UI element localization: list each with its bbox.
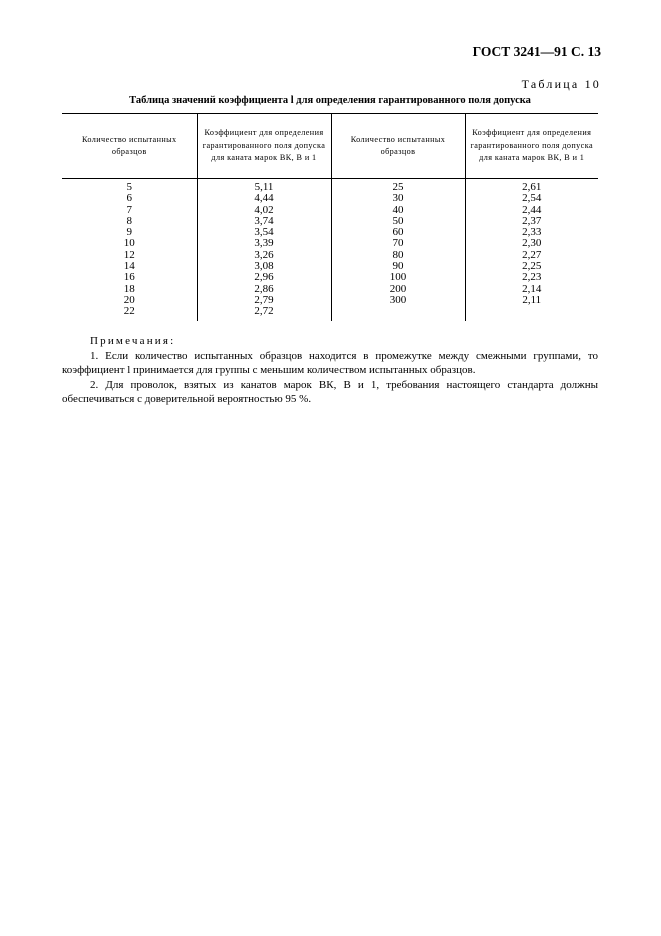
table-cell: 5 [126, 181, 132, 193]
table-cell [465, 306, 598, 320]
table-cell: 2,79 [197, 295, 331, 306]
table-cell: 18 [123, 282, 135, 295]
table-cell: 100 [331, 272, 465, 283]
table-cell: 25 [331, 179, 465, 194]
column-header: Количество испытанных образцов [331, 114, 465, 179]
table-row [62, 261, 598, 272]
table-cell: 200 [331, 284, 465, 295]
table-row [62, 205, 598, 216]
table-row [62, 295, 598, 306]
table-cell: 2,44 [465, 205, 598, 216]
column-header: Коэффициент для определения гарантированного поля допуска для каната марок ВК, В и 1 [465, 114, 598, 179]
table-cell: 50 [331, 216, 465, 227]
table-cell: 2,30 [465, 238, 598, 249]
table-row [62, 284, 598, 295]
table-cell: 10 [123, 237, 135, 250]
table-cell: 3,74 [197, 216, 331, 227]
table-row [62, 179, 598, 194]
table-row [62, 306, 598, 320]
table-row [62, 227, 598, 238]
table-cell: 2,33 [465, 227, 598, 238]
table-cell: 60 [331, 227, 465, 238]
note-item: 1. Если количество испытанных образцов находится в промежутке между смежными группами, то коэффициент l принимается для группы с меньшим количеством испытанных образцов. [62, 349, 598, 376]
table-cell: 20 [123, 293, 135, 306]
table-cell: 5,11 [197, 179, 331, 194]
column-header: Коэффициент для определения гарантированного поля допуска для каната марок ВК, В и 1 [197, 114, 331, 179]
table-cell: 16 [123, 271, 135, 284]
table-cell: 4,02 [197, 205, 331, 216]
coefficient-table [62, 113, 598, 321]
table-cell: 2,54 [465, 193, 598, 204]
table-body [62, 179, 598, 321]
note-item: 2. Для проволок, взятых из канатов марок ВК, В и 1, требования настоящего стандарта должны обеспечиваться с доверительной вероятностью 95 %. [62, 378, 598, 405]
table-cell: 3,26 [197, 250, 331, 261]
table-cell: 22 [123, 305, 135, 318]
table-cell: 90 [331, 261, 465, 272]
table-cell: 7 [126, 203, 132, 216]
table-cell: 2,27 [465, 250, 598, 261]
page-header: ГОСТ 3241—91 С. 13 [472, 44, 601, 59]
notes-heading: Примечания: [90, 335, 176, 347]
table-cell: 4,44 [197, 193, 331, 204]
table-cell: 2,25 [465, 261, 598, 272]
table-cell: 3,08 [197, 261, 331, 272]
table-row [62, 238, 598, 249]
table-cell [331, 306, 465, 320]
table-cell: 12 [123, 248, 135, 261]
table-header-row [62, 114, 598, 179]
table-cell: 3,54 [197, 227, 331, 238]
table-cell: 70 [331, 238, 465, 249]
table-cell: 2,14 [465, 284, 598, 295]
table-cell: 3,39 [197, 238, 331, 249]
table-cell: 2,11 [465, 295, 598, 306]
notes-section [62, 334, 598, 407]
table-cell: 9 [126, 226, 132, 239]
table-row [62, 193, 598, 204]
table-cell: 40 [331, 205, 465, 216]
table-cell: 6 [126, 192, 132, 205]
table-cell: 300 [331, 295, 465, 306]
table-cell: 2,37 [465, 216, 598, 227]
table-cell: 14 [123, 260, 135, 273]
table-cell: 2,86 [197, 284, 331, 295]
table-cell: 2,23 [465, 272, 598, 283]
table-cell: 2,96 [197, 272, 331, 283]
table-number: Таблица 10 [521, 77, 601, 91]
table-cell: 80 [331, 250, 465, 261]
table-row [62, 272, 598, 283]
table-title: Таблица значений коэффициента l для определения гарантированного поля допуска [129, 95, 531, 106]
table-cell: 30 [331, 193, 465, 204]
table-cell: 2,72 [197, 306, 331, 320]
table-cell: 8 [126, 214, 132, 227]
column-header: Количество испытанных образцов [62, 114, 197, 179]
table-cell: 2,61 [465, 179, 598, 194]
table-row [62, 250, 598, 261]
table-row [62, 216, 598, 227]
